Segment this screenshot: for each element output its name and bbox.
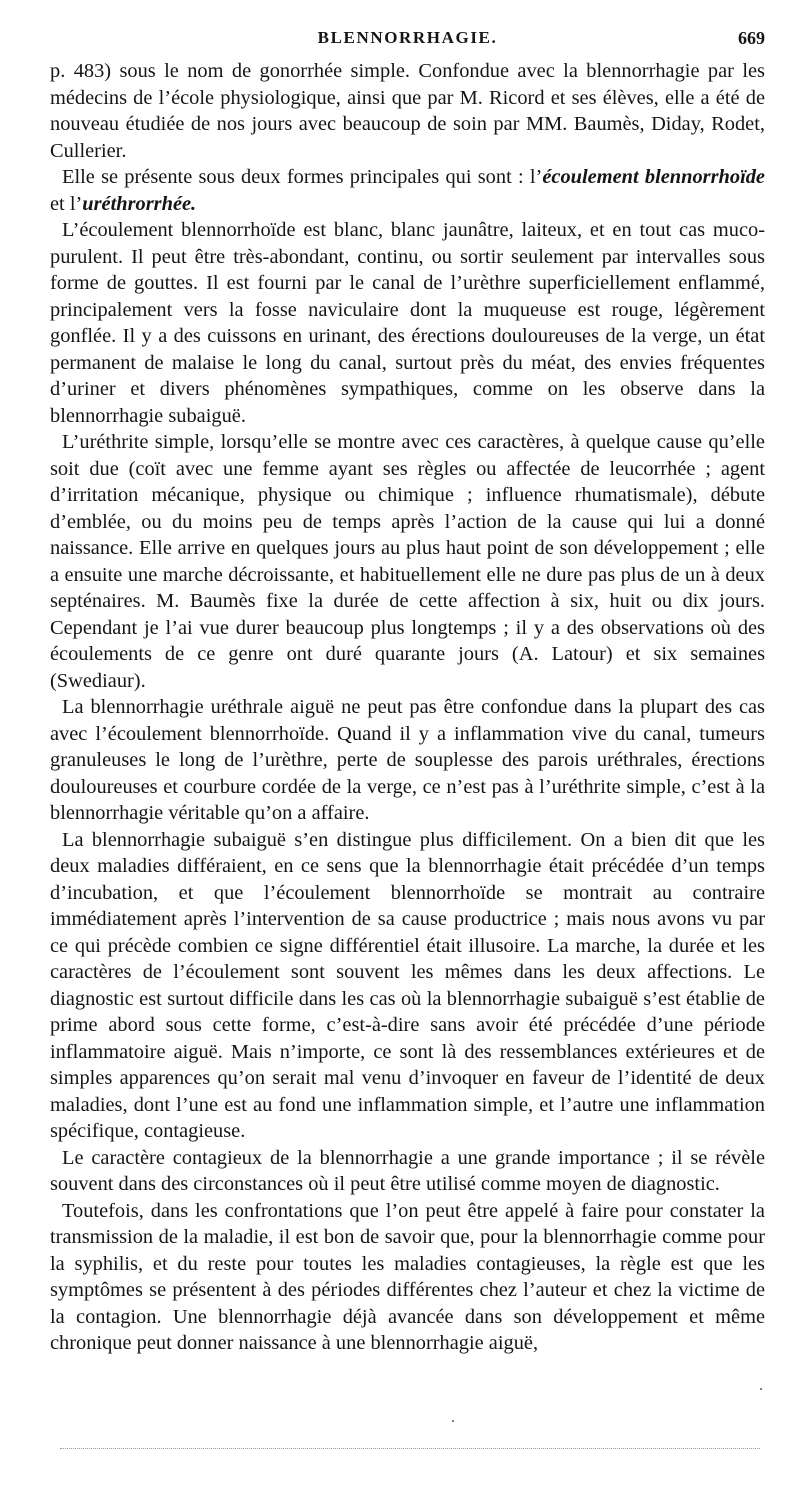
document-page bbox=[50, 28, 765, 1357]
italic-term: uréthrorrhée. bbox=[82, 192, 197, 215]
paragraph-text: La blennorrhagie subaiguë s’en distingue plus difficilement. On a bien dit que les deux maladies différaient, en ce sens que la blennorrhagie était précédée d’un temps d’incubation, et que l’écoulement blennorrhoïde se montrait au contraire immédiatement après l’intervention de sa cause productrice ; mais nous avons vu par ce qui précède combien ce signe différentiel était illusoire. La marche, la durée et les caractères de l’écoulement sont souvent les mêmes dans les deux affections. Le diagnostic est surtout difficile dans les cas où la blennorrhagie subaiguë s’est établie de prime abord sous cette forme, c’est-à-dire sans avoir été précédée d’une période inflammatoire aiguë. Mais n’importe, ce sont là des ressemblances extérieures et de simples apparences qu’on serait mal venu d’invoquer en faveur de l’identité de deux maladies, dont l’une est au fond une inflammation simple, et l’autre une inflammation spécifique, contagieuse. bbox=[50, 828, 765, 1142]
scan-speck bbox=[760, 1388, 762, 1390]
paragraph bbox=[50, 827, 765, 1145]
page-number: 669 bbox=[738, 28, 765, 48]
footer-rule bbox=[60, 1448, 760, 1449]
paragraph-text: L’écoulement blennorrhoïde est blanc, blanc jaunâtre, laiteux, et en tout cas muco-purulent. Il peut être très-abondant, continu, ou sortir seulement par intervalles sous forme de gouttes. Il est fourni par le canal de l’urèthre superficiellement enflammé, principalement vers la fosse naviculaire dont la muqueuse est rouge, légèrement gonflée. Il y a des cuissons en urinant, des érections douloureuses de la verge, un état permanent de malaise le long du canal, surtout près du méat, des envies fréquentes d’uriner et divers phénomènes sympathiques, comme on les observe dans la blennorrhagie subaiguë. bbox=[50, 219, 765, 427]
paragraph bbox=[50, 164, 765, 217]
page-header bbox=[50, 28, 765, 58]
paragraph-text: La blennorrhagie uréthrale aiguë ne peut pas être confondue dans la plupart des cas avec l’écoulement blennorrhoïde. Quand il y a inflammation vive du canal, tumeurs granuleuses le long de l’urèthre, perte de souplesse des parois uréthrales, érections douloureuses et courbure cordée de la verge, ce n’est pas à l’uréthrite simple, c’est à la blennorrhagie véritable qu’on a affaire. bbox=[50, 696, 765, 824]
scan-speck bbox=[452, 1420, 454, 1422]
paragraph-text: Toutefois, dans les confrontations que l’on peut être appelé à faire pour constater la transmission de la maladie, il est bon de savoir que, pour la blennorrhagie comme pour la syphilis, et du reste pour toutes les maladies contagieuses, la règle est que les symptômes se présentent à des périodes différentes chez l’auteur et chez la victime de la contagion. Une blennorrhagie déjà avancée dans son développement et même chronique peut donner naissance à une blennorrhagie aiguë, bbox=[50, 1199, 765, 1354]
paragraph-text: p. 483) sous le nom de gonorrhée simple. Confondue avec la blennorrhagie par les médecins de l’école physiologique, ainsi que par M. Ricord et ses élèves, elle a été de nouveau étudiée de nos jours avec beaucoup de soin par MM. Baumès, Diday, Rodet, Cullerier. bbox=[50, 60, 765, 162]
paragraph-text: L’uréthrite simple, lorsqu’elle se montre avec ces caractères, à quelque cause qu’elle soit due (coït avec une femme ayant ses règles ou affectée de leucorrhée ; agent d’irritation mécanique, physique ou chimique ; influence rhumatismale), débute d’emblée, ou du moins peu de temps après l’action de la cause qui lui a donné naissance. Elle arrive en quelques jours au plus haut point de son développement ; elle a ensuite une marche décroissante, et habituellement elle ne dure pas plus de un à deux septénaires. M. Baumès fixe la durée de cette affection à six, huit ou dix jours. Cependant je l’ai vue durer beaucoup plus longtemps ; il y a des observations où des écoulements de ce genre ont duré quarante jours (A. Latour) et six semaines (Swediaur). bbox=[50, 431, 765, 692]
paragraph bbox=[50, 58, 765, 164]
italic-term: écoulement blennorrhoïde bbox=[542, 166, 765, 188]
paragraph-text: et l’ bbox=[50, 192, 83, 215]
paragraph-text: Elle se présente sous deux formes principales qui sont : l’ bbox=[62, 166, 543, 188]
paragraph bbox=[50, 1198, 765, 1357]
paragraph bbox=[50, 217, 765, 429]
paragraph bbox=[50, 694, 765, 827]
paragraph bbox=[50, 1145, 765, 1198]
paragraph-text: Le caractère contagieux de la blennorrhagie a une grande importance ; il se révèle souvent dans des circonstances où il peut être utilisé comme moyen de diagnostic. bbox=[50, 1146, 765, 1195]
body-text bbox=[50, 58, 765, 1357]
running-title: BLENNORRHAGIE. bbox=[317, 28, 498, 47]
paragraph bbox=[50, 429, 765, 694]
